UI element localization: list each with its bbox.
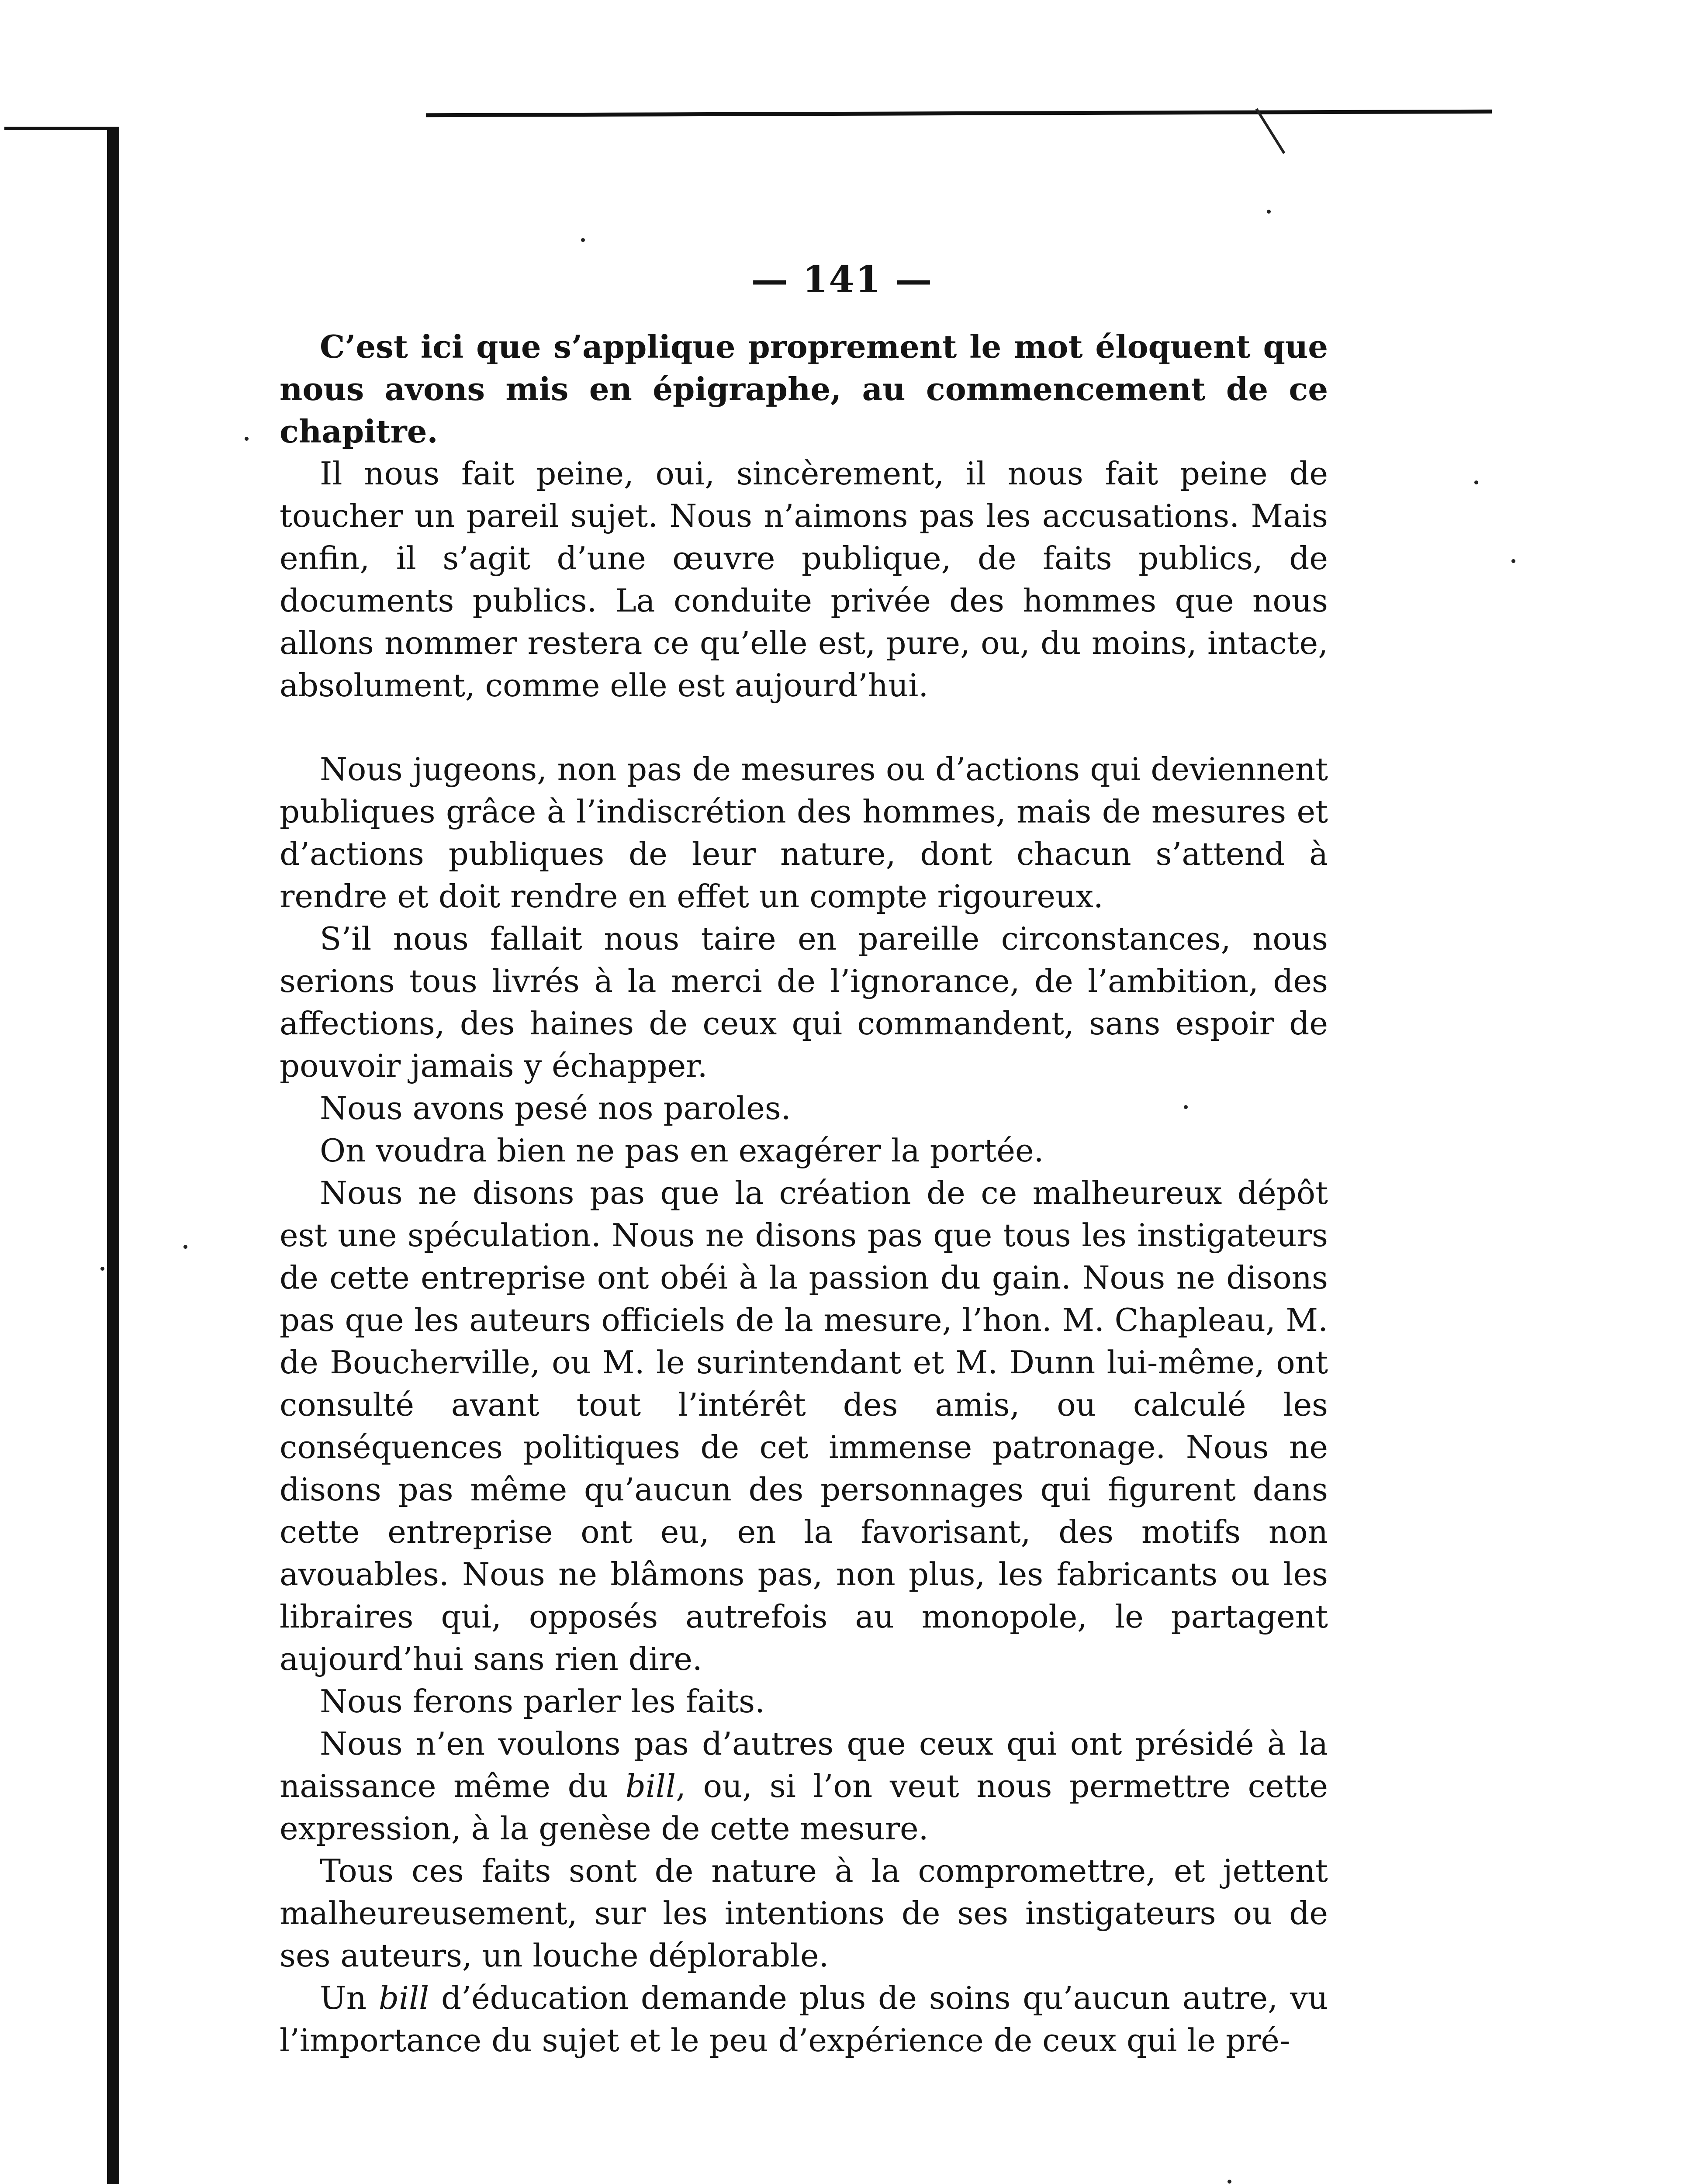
text-run: , ou, si l’on veut nous permettre cette expression, à la genèse de cette mesure. <box>280 1768 1328 1847</box>
text-run: Un <box>320 1980 379 2016</box>
scan-speck <box>100 1267 104 1271</box>
text-run: Nous ferons parler les faits. <box>320 1683 765 1720</box>
italic-term: bill <box>625 1768 676 1804</box>
scan-left-edge-stub <box>4 127 109 130</box>
scan-speck <box>183 1245 187 1249</box>
text-run: Tous ces faits sont de nature à la compromettre, et jettent malheureusement, sur les intentions de ses instigateurs ou de ses auteurs, un louche déplorable. <box>280 1852 1328 1974</box>
paragraph <box>280 325 1328 453</box>
text-run: S’il nous fallait nous taire en pareille circonstances, nous serions tous livrés à la merci de l’ignorance, de l’ambition, des affections, des haines de ceux qui commandent, sans espoir de pouvoir jamais y échapper. <box>280 920 1328 1084</box>
paragraph <box>280 1850 1328 1977</box>
paragraph <box>280 1680 1328 1723</box>
text-run: C’est ici que s’applique proprement le mot éloquent que nous avons mis en épigraphe, au commencement de ce chapitre. <box>280 328 1328 450</box>
text-run: Il nous fait peine, oui, sincèrement, il nous fait peine de toucher un pareil sujet. Nous n’aimons pas les accusations. Mais enfin, il s’agit d’une œuvre publique, de faits publics, de documents publics. La conduite privée des hommes que nous allons nommer restera ce qu’elle est, pure, ou, du moins, intacte, absolument, comme elle est aujourd’hui. <box>280 455 1328 704</box>
scan-speck <box>1228 2180 1231 2184</box>
scan-speck <box>581 238 585 242</box>
paragraph <box>280 1977 1328 2062</box>
paragraph <box>280 1087 1328 1130</box>
scan-speck <box>1474 480 1478 484</box>
page-number: — 141 — <box>751 258 933 301</box>
body-text <box>280 325 1328 2062</box>
paragraph <box>280 748 1328 918</box>
text-run: Nous n’en voulons pas d’autres que ceux qui ont présidé à la naissance même du <box>280 1725 1328 1804</box>
scan-speck <box>1511 559 1515 563</box>
paragraph <box>280 1172 1328 1680</box>
paragraph <box>280 918 1328 1087</box>
scan-speck <box>245 437 249 441</box>
scan-binding-edge <box>107 127 119 2184</box>
scan-speck <box>1267 210 1271 214</box>
scan-top-edge-rule <box>426 110 1492 117</box>
paragraph <box>280 453 1328 707</box>
text-run: Nous ne disons pas que la création de ce malheureux dépôt est une spéculation. Nous ne disons pas que tous les instigateurs de cette entreprise ont obéi à la passion du gain. Nous ne disons pas que les auteurs officiels de la mesure, l’hon. M. Chapleau, M. de Boucherville, ou M. le surintendant et M. Dunn lui-même, ont consulté avant tout l’intérêt des amis, ou calculé les conséquences politiques de cet immense patronage. Nous ne disons pas même qu’aucun des personnages qui figurent dans cette entreprise ont eu, en la favorisant, des motifs non avouables. Nous ne blâmons pas, non plus, les fabricants ou les libraires qui, opposés autrefois au monopole, le partagent aujourd’hui sans rien dire. <box>280 1175 1328 1677</box>
italic-term: bill <box>378 1980 429 2016</box>
text-run: Nous jugeons, non pas de mesures ou d’actions qui deviennent publiques grâce à l’indiscrétion des hommes, mais de mesures et d’actions publiques de leur nature, dont chacun s’attend à rendre et doit rendre en effet un compte rigoureux. <box>280 751 1328 915</box>
paragraph <box>280 1723 1328 1850</box>
text-run: On voudra bien ne pas en exagérer la portée. <box>320 1132 1044 1169</box>
scan-edge-mark <box>1255 108 1286 154</box>
text-run: d’éducation demande plus de soins qu’aucun autre, vu l’importance du sujet et le peu d’expérience de ceux qui le pré- <box>280 1980 1328 2059</box>
paragraph <box>280 1130 1328 1172</box>
text-run: Nous avons pesé nos paroles. <box>320 1090 791 1127</box>
